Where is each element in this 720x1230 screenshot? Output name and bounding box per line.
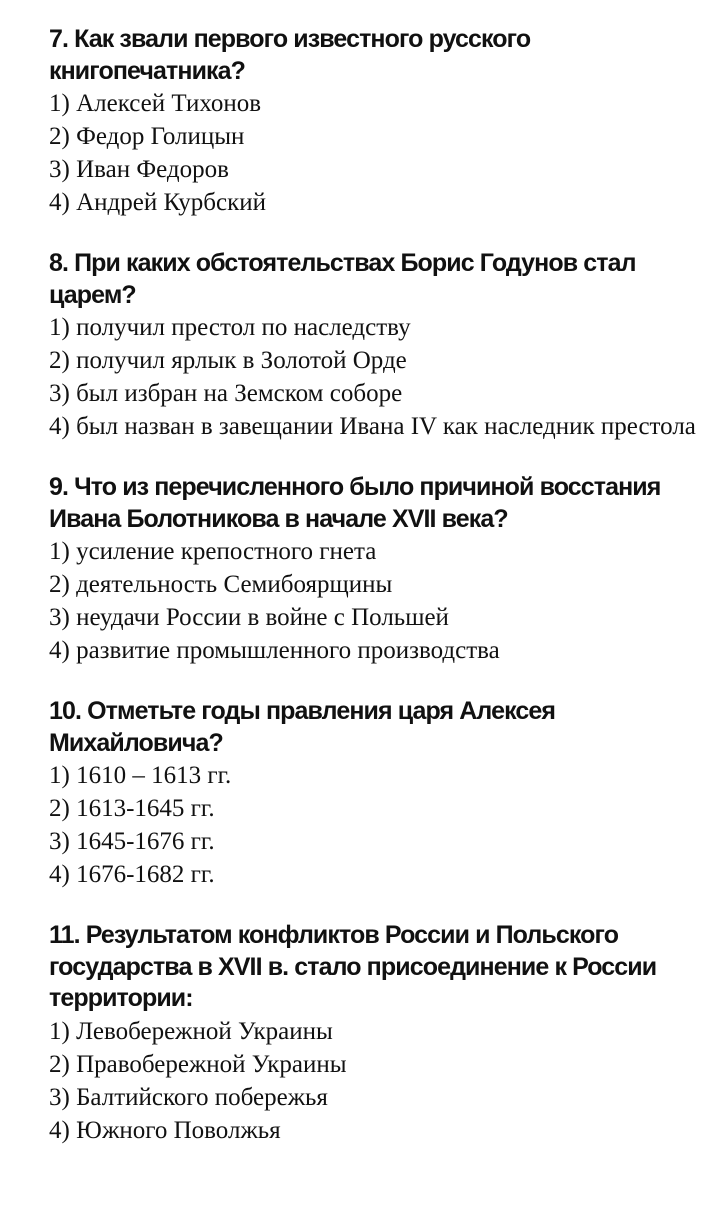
answer-option: 1) усиление крепостного гнета xyxy=(49,538,377,565)
answer-option: 3) неудачи России в войне с Польшей xyxy=(49,604,449,631)
answer-option: 2) получил ярлык в Золотой Орде xyxy=(49,347,407,374)
question-text: 11. Результатом конфликтов России и Польского государства в XVII в. стало присоединение к России территории: xyxy=(49,921,657,1012)
answer-option: 4) 1676-1682 гг. xyxy=(49,861,215,888)
question-text: 10. Отметьте годы правления царя Алексея Михайловича? xyxy=(49,697,556,757)
answer-option: 2) деятельность Семибоярщины xyxy=(49,571,393,598)
test-document xyxy=(49,24,699,1176)
answer-option: 1) 1610 – 1613 гг. xyxy=(49,762,232,789)
answer-option: 3) Иван Федоров xyxy=(49,156,229,183)
answer-option: 1) получил престол по наследству xyxy=(49,314,411,341)
question-11 xyxy=(49,920,699,1147)
answer-option: 3) Балтийского побережья xyxy=(49,1083,328,1111)
question-9 xyxy=(49,472,699,667)
answer-option: 4) развитие промышленного производства xyxy=(49,637,500,664)
answer-option: 2) Правобережной Украины xyxy=(49,1050,347,1078)
answer-option: 1) Левобережной Украины xyxy=(49,1017,333,1045)
answer-option: 1) Алексей Тихонов xyxy=(49,90,262,117)
answer-option: 4) Андрей Курбский xyxy=(49,189,266,216)
answer-option: 2) 1613-1645 гг. xyxy=(49,795,215,822)
answer-option: 2) Федор Голицын xyxy=(49,123,245,150)
question-8 xyxy=(49,248,699,443)
question-text: 8. При каких обстоятельствах Борис Годунов стал царем? xyxy=(49,249,636,309)
question-7 xyxy=(49,24,699,219)
question-text: 7. Как звали первого известного русского книгопечатника? xyxy=(49,25,531,85)
answer-option: 4) был назван в завещании Ивана IV как наследник престола xyxy=(49,413,696,440)
question-text: 9. Что из перечисленного было причиной восстания Ивана Болотникова в начале XVII века? xyxy=(49,473,661,533)
question-10 xyxy=(49,696,699,891)
answer-option: 3) был избран на Земском соборе xyxy=(49,380,403,407)
answer-option: 4) Южного Поволжья xyxy=(49,1116,281,1144)
answer-option: 3) 1645-1676 гг. xyxy=(49,828,215,855)
